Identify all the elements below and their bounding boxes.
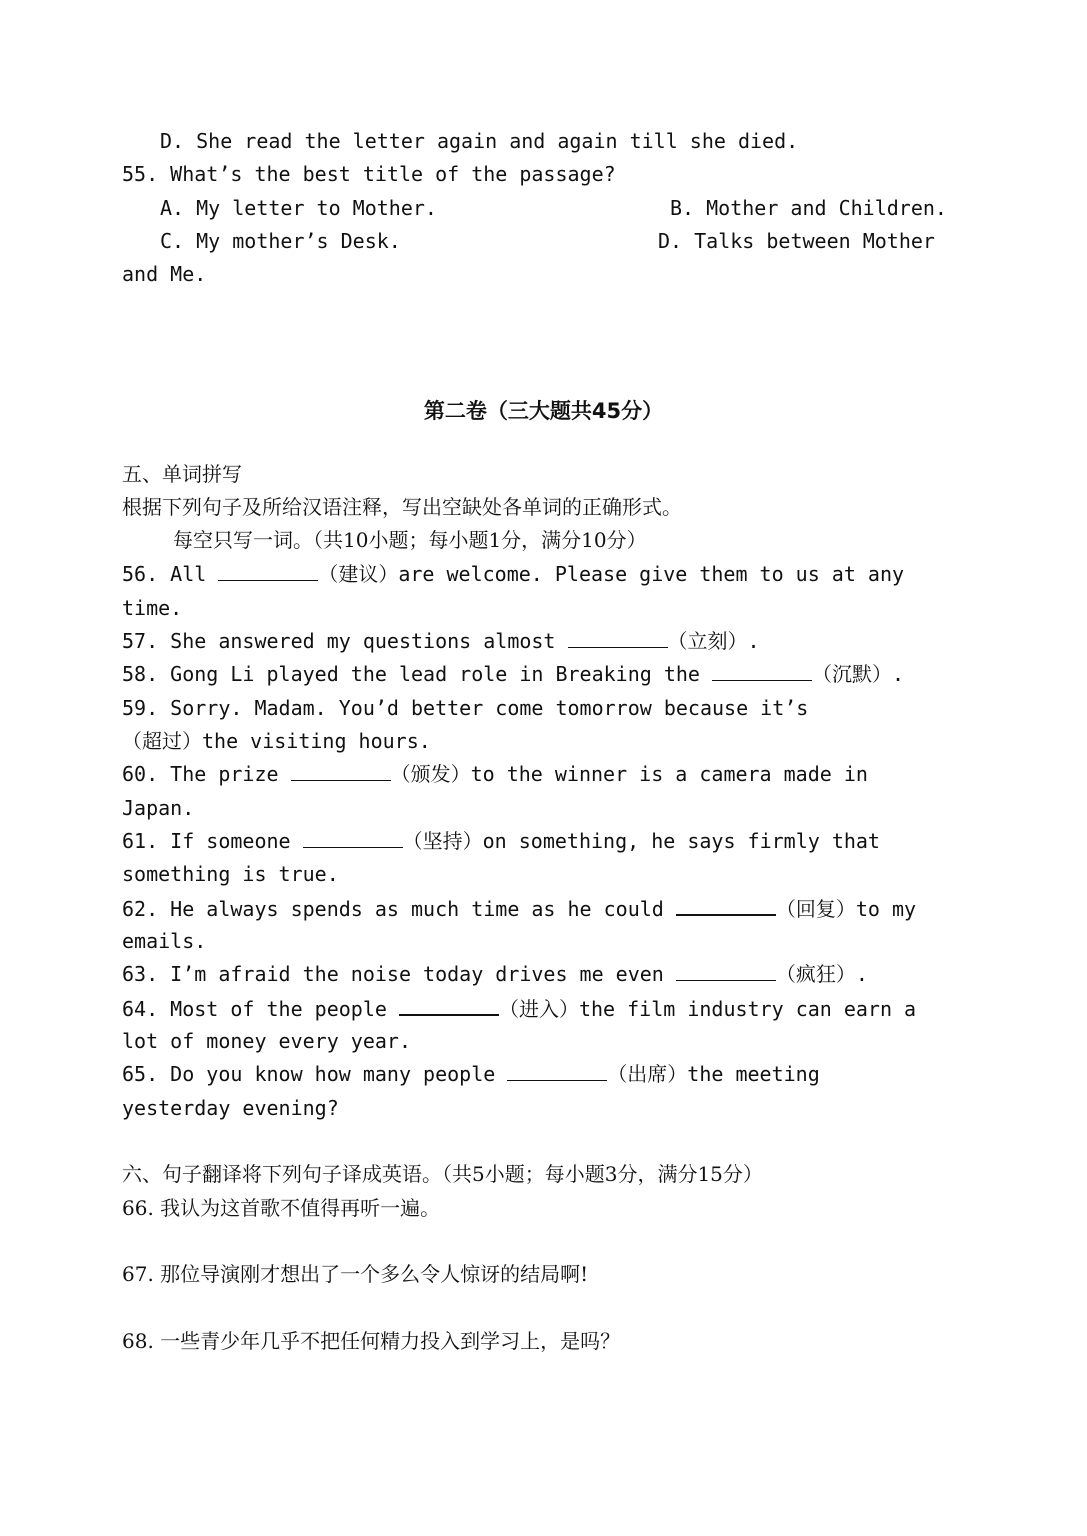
section2-title: 第二卷（三大题共45分）	[423, 399, 664, 423]
answer-blank-65[interactable]	[507, 1062, 607, 1081]
answer-blank-61[interactable]	[303, 829, 403, 848]
answer-blank-58[interactable]	[712, 662, 812, 681]
q54-option-d: D. She read the letter again and again till she died.	[160, 129, 799, 153]
question-65-cont: yesterday evening?	[122, 1096, 339, 1120]
question-62: 62. He always spends as much time as he could （回复）to my	[122, 897, 917, 921]
question-67: 67. 那位导演刚才想出了一个多么令人惊讶的结局啊!	[122, 1262, 589, 1286]
question-57: 57. She answered my questions almost （立刻）.	[122, 629, 760, 653]
answer-blank-57[interactable]	[568, 629, 668, 648]
question-61: 61. If someone （坚持）on something, he says firmly that	[122, 829, 880, 853]
question-68: 68. 一些青少年几乎不把任何精力投入到学习上，是吗？	[122, 1329, 621, 1353]
question-64-cont: lot of money every year.	[122, 1029, 411, 1053]
question-56-cont: time.	[122, 596, 183, 620]
answer-blank-64[interactable]	[399, 996, 499, 1016]
question-56: 56. All （建议）are welcome. Please give them to us at any	[122, 562, 905, 586]
question-62-cont: emails.	[122, 929, 207, 953]
q55-option-a: A. My letter to Mother.	[160, 196, 437, 220]
question-59-cont: （超过）the visiting hours.	[122, 729, 431, 753]
section5-heading: 五、单词拼写	[122, 462, 242, 486]
section5-note: 每空只写一词。（共10小题；每小题1分，满分10分）	[173, 528, 647, 552]
question-60: 60. The prize （颁发）to the winner is a camera made in	[122, 762, 868, 786]
q55-option-c: C. My mother’s Desk.	[160, 229, 401, 253]
q55-option-b: B. Mother and Children.	[670, 196, 947, 220]
q55-option-d: D. Talks between Mother	[658, 229, 935, 253]
question-65: 65. Do you know how many people （出席）the meeting	[122, 1062, 820, 1086]
section6-heading: 六、句子翻译将下列句子译成英语。（共5小题；每小题3分，满分15分）	[122, 1162, 763, 1186]
answer-blank-60[interactable]	[291, 762, 391, 781]
question-63: 63. I’m afraid the noise today drives me even （疯狂）.	[122, 962, 868, 986]
q55-question: 55. What’s the best title of the passage?	[122, 162, 616, 186]
question-66: 66. 我认为这首歌不值得再听一遍。	[122, 1196, 441, 1220]
question-64: 64. Most of the people （进入）the film industry can earn a	[122, 997, 917, 1021]
question-59: 59. Sorry. Madam. You’d better come tomorrow because it’s	[122, 696, 809, 720]
section5-instruction: 根据下列句子及所给汉语注释，写出空缺处各单词的正确形式。	[122, 495, 682, 519]
question-60-cont: Japan.	[122, 796, 195, 820]
question-61-cont: something is true.	[122, 862, 339, 886]
answer-blank-63[interactable]	[676, 962, 776, 981]
q55-option-d-continued: and Me.	[122, 262, 207, 286]
answer-blank-62[interactable]	[676, 896, 776, 916]
answer-blank-56[interactable]	[218, 562, 318, 581]
question-58: 58. Gong Li played the lead role in Breaking the （沉默）.	[122, 662, 905, 686]
